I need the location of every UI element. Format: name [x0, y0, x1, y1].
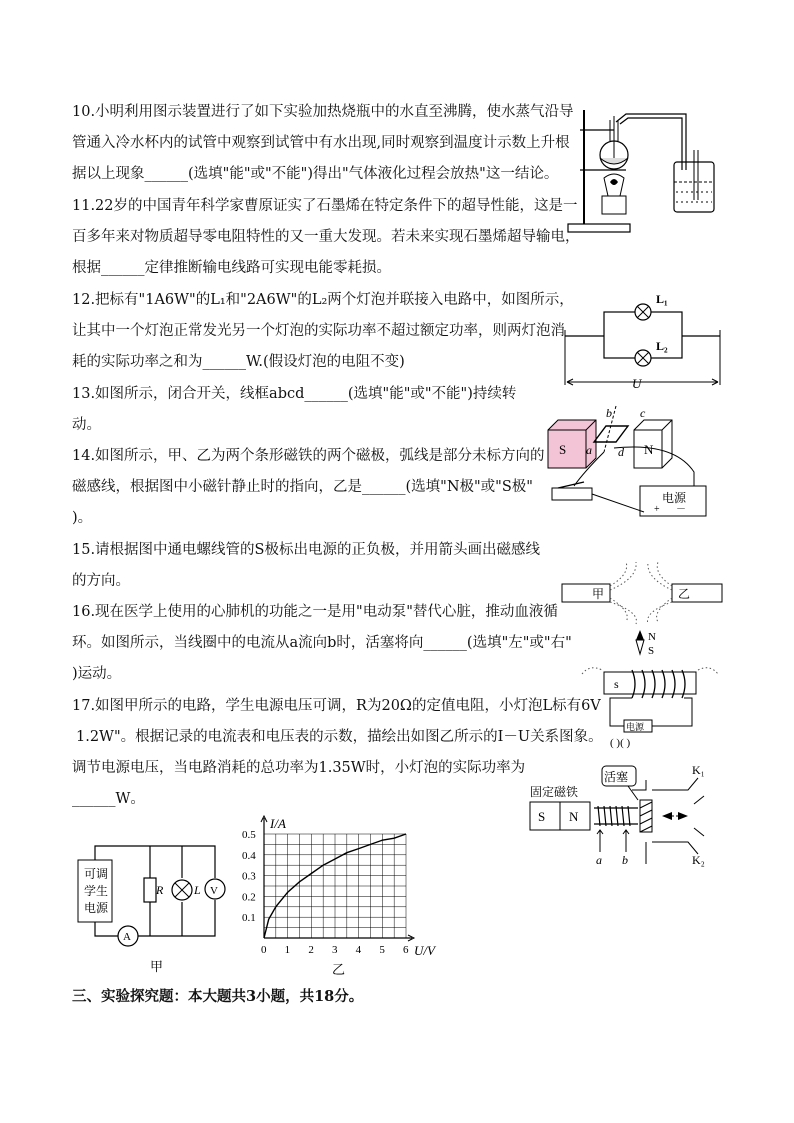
y-tick-label: 0.1 — [242, 912, 256, 925]
x-tick-label: 5 — [379, 944, 385, 956]
valve-k1-label: K₁ — [692, 763, 705, 777]
q17-line-3: 调节电源电压，当电路消耗的总功率为1.35W时，小灯泡的实际功率为 — [72, 760, 526, 776]
section-3-heading: 三、实验探究题：本大题共3小题，共18分。 — [72, 988, 364, 1005]
q10-line-3: 据以上现象______(选填"能"或"不能")得出"气体液化过程会放热"这一结论。 — [72, 166, 559, 182]
pump-magnet-s: S — [538, 809, 546, 824]
valve-k2-label: K₂ — [692, 853, 705, 867]
pump-magnet-n: N — [569, 809, 579, 824]
x-tick-label: 0 — [261, 944, 267, 956]
q16-line-3: )运动。 — [72, 666, 122, 682]
q16-line-1: 16.现在医学上使用的心肺机的功能之一是用"电动泵"替代心脏，推动血液循 — [72, 604, 558, 620]
x-tick-label: 1 — [284, 944, 291, 956]
pole-yi-label: 乙 — [678, 587, 691, 601]
solenoid-power-label: 电源 — [626, 722, 645, 732]
coil-c-label: c — [640, 406, 646, 420]
electric-pump-figure — [528, 760, 728, 870]
coil-a-label: a — [586, 443, 592, 457]
coil-b-label: b — [606, 406, 612, 420]
q17-line-1: 17.如图甲所示的电路，学生电源电压可调，R为20Ω的定值电阻，小灯泡L标有6V — [72, 698, 601, 714]
y-tick-label: 0.5 — [242, 829, 256, 841]
figure-jia-caption: 甲 — [150, 959, 164, 974]
q15-line-2: 的方向。 — [72, 573, 130, 589]
voltmeter-label: V — [210, 885, 218, 897]
l1-label: L₁ — [656, 292, 668, 306]
y-axis-label: I/A — [270, 816, 286, 831]
q11-line-3: 根据______定律推断输电线路可实现电能零耗损。 — [72, 260, 391, 276]
q13-line-1: 13.如图所示，闭合开关，线框abcd______(选填"能"或"不能")持续转 — [72, 386, 517, 402]
parallel-lamps-circuit — [560, 290, 730, 390]
compass-s-label: S — [648, 645, 655, 657]
q14-line-3: )。 — [72, 510, 93, 526]
distillation-apparatus-figure — [566, 100, 726, 240]
resistor-r-label: R — [156, 883, 164, 897]
x-axis-label: U/V — [414, 943, 435, 958]
fixed-magnet-label: 固定磁铁 — [530, 785, 579, 799]
pole-jia-label: 甲 — [592, 587, 605, 601]
y-tick-label: 0.2 — [242, 891, 256, 904]
q16-line-2: 环。如图所示，当线圈中的电流从a流向b时，活塞将向______(选填"左"或"右" — [72, 635, 572, 651]
source-label-3: 电源 — [84, 901, 109, 915]
source-label-1: 可调 — [84, 867, 109, 881]
q17-line-4: ______W。 — [72, 791, 145, 807]
circuit-diagram-jia — [70, 838, 230, 978]
terminal-b-label: b — [622, 853, 628, 867]
q15-line-1: 15.请根据图中通电螺线管的S极标出电源的正负极，并用箭头画出磁感线 — [72, 542, 540, 558]
terminal-a-label: a — [596, 853, 602, 867]
magnet-s-label: S — [559, 442, 567, 457]
q17-line-2: 1.2W"。根据记录的电流表和电压表的示数，描绘出如图乙所示的I－U关系图象。 — [76, 729, 603, 745]
source-label-2: 学生 — [84, 884, 109, 898]
figure-yi-caption: 乙 — [332, 962, 346, 977]
q10-line-1: 10.小明利用图示装置进行了如下实验加热烧瓶中的水直至沸腾，使水蒸气沿导 — [72, 104, 574, 120]
q11-line-2: 百多年来对物质超导零电阻特性的又一重大发现。若未来实现石墨烯超导输电， — [72, 229, 580, 245]
power-label: 电源 — [662, 491, 687, 505]
x-tick-label: 3 — [332, 944, 338, 956]
magnet-poles-figure — [560, 560, 730, 660]
coil-d-label: d — [618, 445, 624, 459]
y-tick-label: 0.4 — [242, 849, 256, 862]
piston-label: 活塞 — [604, 770, 629, 784]
q14-line-1: 14.如图所示，甲、乙为两个条形磁铁的两个磁极，弧线是部分未标方向的 — [72, 448, 545, 464]
power-plus: + — [654, 504, 660, 515]
lamp-l-label: L — [194, 883, 201, 897]
pole-answer-brackets: ( )( ) — [610, 737, 631, 749]
power-minus: － — [676, 504, 686, 515]
q14-line-2: 磁感线，根据图中小磁针静止时的指向，乙是______(选填"N极"或"S极" — [72, 479, 533, 495]
magnet-n-label: N — [644, 442, 654, 457]
q13-line-2: 动。 — [72, 417, 101, 433]
compass-n-label: N — [648, 631, 656, 643]
y-tick-label: 0.3 — [242, 870, 256, 883]
u-label: U — [632, 376, 642, 390]
l2-label: L₂ — [656, 339, 668, 353]
q12-line-1: 12.把标有"1A6W"的L₁和"2A6W"的L₂两个灯泡并联接入电路中，如图所示， — [72, 292, 574, 308]
x-tick-label: 4 — [355, 944, 362, 956]
x-tick-label: 6 — [403, 944, 409, 956]
iu-graph-yi — [236, 812, 456, 980]
x-tick-label: 2 — [308, 944, 314, 956]
ammeter-label: A — [123, 931, 131, 943]
solenoid-s-label: s — [614, 677, 619, 691]
q11-line-1: 11.22岁的中国青年科学家曹原证实了石墨烯在特定条件下的超导性能，这是一 — [72, 198, 578, 214]
motor-coil-figure — [544, 402, 714, 522]
solenoid-figure — [580, 660, 720, 752]
q12-line-2: 让其中一个灯泡正常发光另一个灯泡的实际功率不超过额定功率，则两灯泡消 — [72, 323, 565, 339]
q12-line-3: 耗的实际功率之和为______W.(假设灯泡的电阻不变) — [72, 354, 405, 370]
q10-line-2: 管通入冷水杯内的试管中观察到试管中有水出现,同时观察到温度计示数上升根 — [72, 135, 570, 151]
